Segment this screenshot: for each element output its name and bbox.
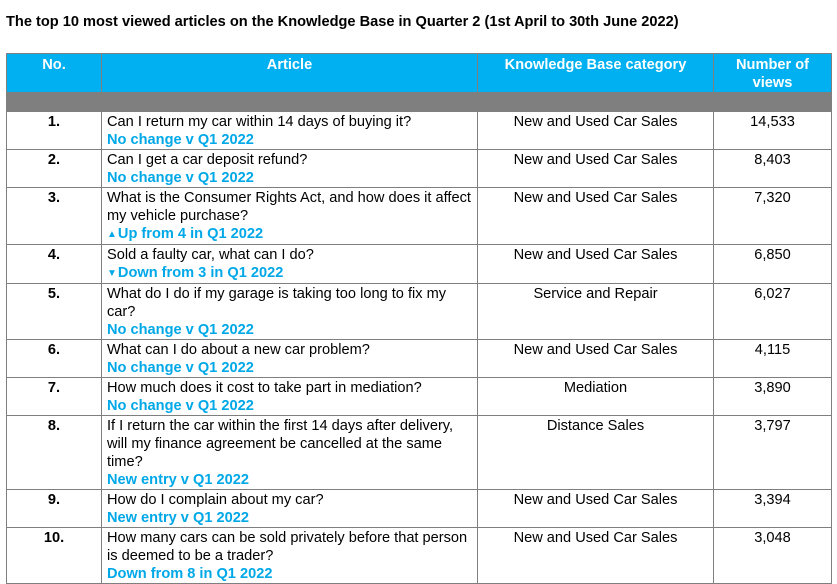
rank-change-label: No change v Q1 2022 — [107, 132, 254, 148]
views-cell: 3,797 — [714, 416, 832, 490]
article-title: How do I complain about my car? — [107, 492, 324, 508]
table-row — [7, 112, 832, 150]
article-title: How many cars can be sold privately before that person is deemed to be a trader? — [107, 530, 468, 564]
header-article: Article — [102, 54, 478, 93]
views-cell: 7,320 — [714, 188, 832, 245]
article-cell — [102, 245, 478, 284]
article-title: How much does it cost to take part in mediation? — [107, 380, 422, 396]
article-cell — [102, 112, 478, 150]
articles-table — [6, 53, 832, 584]
article-title: What do I do if my garage is taking too long to fix my car? — [107, 286, 447, 320]
category-cell: New and Used Car Sales — [478, 112, 714, 150]
rank-change — [107, 321, 474, 339]
down-arrow-icon: ▼ — [107, 268, 117, 279]
table-row — [7, 490, 832, 528]
row-number: 6. — [7, 340, 102, 378]
rank-change-label: New entry v Q1 2022 — [107, 510, 249, 526]
table-row — [7, 340, 832, 378]
article-title: Sold a faulty car, what can I do? — [107, 247, 314, 263]
views-cell: 6,027 — [714, 284, 832, 340]
row-number: 4. — [7, 245, 102, 284]
views-cell: 8,403 — [714, 150, 832, 188]
article-cell — [102, 340, 478, 378]
rank-change-label: Down from 8 in Q1 2022 — [107, 566, 273, 582]
article-title: What can I do about a new car problem? — [107, 342, 370, 358]
category-cell: Mediation — [478, 378, 714, 416]
spacer-cell — [7, 93, 102, 112]
article-cell — [102, 284, 478, 340]
rank-change — [107, 169, 474, 187]
spacer-row — [7, 93, 832, 112]
article-cell — [102, 528, 478, 584]
rank-change-label: Down from 3 in Q1 2022 — [117, 265, 284, 281]
row-number: 9. — [7, 490, 102, 528]
rank-change — [107, 397, 474, 415]
header-row — [7, 54, 832, 93]
up-arrow-icon: ▲ — [107, 229, 117, 240]
article-cell — [102, 490, 478, 528]
rank-change — [107, 471, 474, 489]
article-title: Can I return my car within 14 days of buying it? — [107, 114, 412, 130]
views-cell: 6,850 — [714, 245, 832, 284]
views-cell: 3,048 — [714, 528, 832, 584]
article-cell — [102, 150, 478, 188]
header-no: No. — [7, 54, 102, 93]
spacer-cell — [478, 93, 714, 112]
table-row — [7, 284, 832, 340]
article-title: If I return the car within the first 14 days after delivery, will my finance agreement be cancelled at the same time? — [107, 418, 454, 470]
category-cell: New and Used Car Sales — [478, 150, 714, 188]
rank-change — [107, 359, 474, 377]
spacer-cell — [102, 93, 478, 112]
rank-change-label: Up from 4 in Q1 2022 — [117, 226, 264, 242]
rank-change — [107, 565, 474, 583]
header-category: Knowledge Base category — [478, 54, 714, 93]
rank-change — [107, 264, 474, 283]
category-cell: New and Used Car Sales — [478, 490, 714, 528]
table-row — [7, 528, 832, 584]
table-row — [7, 378, 832, 416]
rank-change-label: New entry v Q1 2022 — [107, 472, 249, 488]
row-number: 1. — [7, 112, 102, 150]
table-row — [7, 416, 832, 490]
category-cell: New and Used Car Sales — [478, 188, 714, 245]
views-cell: 3,394 — [714, 490, 832, 528]
views-cell: 3,890 — [714, 378, 832, 416]
article-cell — [102, 188, 478, 245]
row-number: 3. — [7, 188, 102, 245]
views-cell: 14,533 — [714, 112, 832, 150]
rank-change — [107, 509, 474, 527]
article-title: What is the Consumer Rights Act, and how does it affect my vehicle purchase? — [107, 190, 471, 224]
rank-change-label: No change v Q1 2022 — [107, 360, 254, 376]
category-cell: Service and Repair — [478, 284, 714, 340]
table-row — [7, 150, 832, 188]
row-number: 10. — [7, 528, 102, 584]
views-cell: 4,115 — [714, 340, 832, 378]
table-row — [7, 245, 832, 284]
table-row — [7, 188, 832, 245]
row-number: 7. — [7, 378, 102, 416]
article-cell — [102, 416, 478, 490]
article-cell — [102, 378, 478, 416]
rank-change-label: No change v Q1 2022 — [107, 398, 254, 414]
rank-change — [107, 131, 474, 149]
article-title: Can I get a car deposit refund? — [107, 152, 308, 168]
row-number: 5. — [7, 284, 102, 340]
rank-change — [107, 225, 474, 244]
row-number: 2. — [7, 150, 102, 188]
row-number: 8. — [7, 416, 102, 490]
category-cell: New and Used Car Sales — [478, 340, 714, 378]
page-title: The top 10 most viewed articles on the Knowledge Base in Quarter 2 (1st April to 30th June 2022) — [6, 14, 679, 30]
category-cell: New and Used Car Sales — [478, 528, 714, 584]
rank-change-label: No change v Q1 2022 — [107, 170, 254, 186]
category-cell: Distance Sales — [478, 416, 714, 490]
header-views: Number of views — [714, 54, 832, 93]
spacer-cell — [714, 93, 832, 112]
rank-change-label: No change v Q1 2022 — [107, 322, 254, 338]
category-cell: New and Used Car Sales — [478, 245, 714, 284]
